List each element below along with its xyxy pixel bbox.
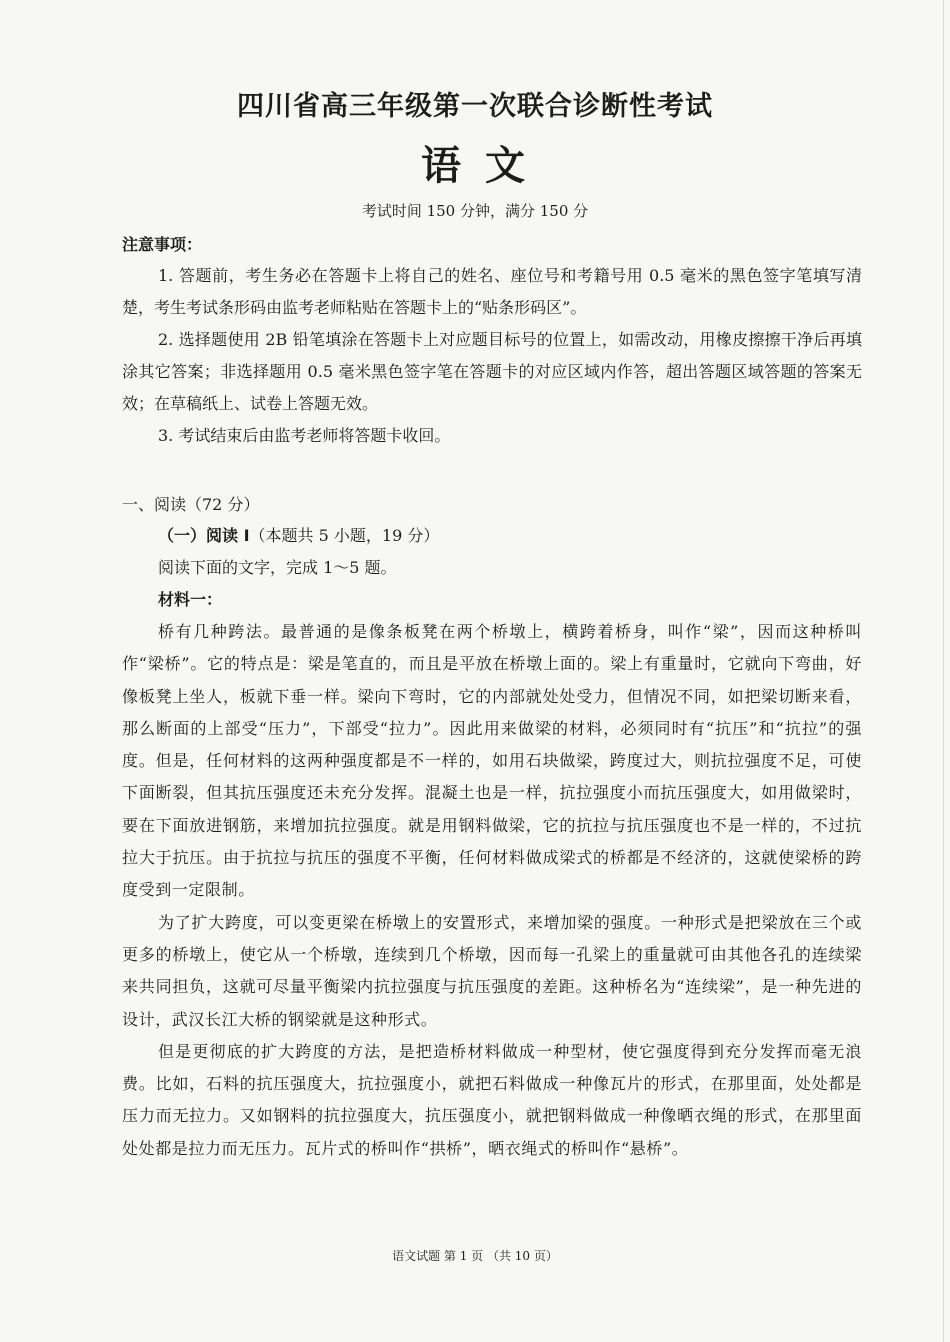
section-heading: 一、阅读（72 分） — [122, 495, 260, 514]
sub-heading — [122, 520, 862, 552]
content-body — [122, 230, 862, 1165]
passage-paragraph-1: 桥有几种跨法。最普通的是像条板凳在两个桥墩上，横跨着桥身，叫作“梁”，因而这种桥叫作“梁桥”。它的特点是：梁是笔直的，而且是平放在桥墩上面的。梁上有重量时，它就向下弯曲，好像板凳上坐人，板就下垂一样。梁向下弯时，它的内部就处处受力，但情况不同，如把梁切断来看，那么断面的上部受“压力”，下部受“拉力”。因此用来做梁的材料，必须同时有“抗压”和“抗拉”的强度。但是，任何材料的这两种强度都是不一样的，如用石块做梁，跨度过大，则抗拉强度不足，可使下面断裂，但其抗压强度还未充分发挥。混凝土也是一样，抗拉强度小而抗压强度大，如用做梁时，要在下面放进钢筋，来增加抗拉强度。就是用钢料做梁，它的抗拉与抗压强度也不是一样的，不过抗拉大于抗压。由于抗拉与抗压的强度不平衡，任何材料做成梁式的桥都是不经济的，这就使梁桥的跨度受到一定限制。 — [122, 622, 862, 900]
page-footer: 语文试题 第 1 页 （共 10 页） — [392, 1249, 558, 1263]
passage-paragraph-2: 为了扩大跨度，可以变更梁在桥墩上的安置形式，来增加梁的强度。一种形式是把梁放在三个或更多的桥墩上，使它从一个桥墩，连续到几个桥墩，因而每一孔梁上的重量就可由其他各孔的连续梁来共同担负，这就可尽量平衡梁内抗拉强度与抗压强度的差距。这种桥名为“连续梁”，是一种先进的设计，武汉长江大桥的钢梁就是这种形式。 — [122, 912, 862, 1029]
notice-item-2: 2. 选择题使用 2B 铅笔填涂在答题卡上对应题目标号的位置上，如需改动，用橡皮擦擦干净后再填涂其它答案；非选择题用 0.5 毫米黑色签字笔在答题卡的对应区域内作答，超出答题区域答题的答案无效；在草稿纸上、试卷上答题无效。 — [122, 330, 862, 413]
sub-heading-title: （一）阅读 I — [158, 526, 250, 545]
notice-heading: 注意事项： — [122, 235, 203, 254]
notice-item-3: 3. 考试结束后由监考老师将答题卡收回。 — [158, 426, 451, 445]
passage-paragraph-3: 但是更彻底的扩大跨度的方法，是把造桥材料做成一种型材，使它强度得到充分发挥而毫无浪费。比如，石料的抗压强度大，抗拉强度小，就把石料做成一种像瓦片的形式，在那里面，处处都是压力而无拉力。又如钢料的抗拉强度大，抗压强度小，就把钢料做成一种像晒衣绳的形式，在那里面处处都是拉力而无压力。瓦片式的桥叫作“拱桥”，晒衣绳式的桥叫作“悬桥”。 — [122, 1041, 862, 1158]
exam-info: 考试时间 150 分钟，满分 150 分 — [361, 202, 589, 220]
notice-item-1: 1. 答题前，考生务必在答题卡上将自己的姓名、座位号和考籍号用 0.5 毫米的黑色签字笔填写清楚，考生考试条形码由监考老师粘贴在答题卡上的“贴条形码区”。 — [122, 266, 862, 317]
material-label: 材料一： — [158, 590, 223, 609]
sub-heading-detail: （本题共 5 小题，19 分） — [249, 526, 440, 545]
exam-title: 四川省高三年级第一次联合诊断性考试 — [237, 91, 713, 122]
reading-instruction: 阅读下面的文字，完成 1～5 题。 — [158, 558, 397, 577]
subject-title: 语文 — [421, 143, 549, 189]
